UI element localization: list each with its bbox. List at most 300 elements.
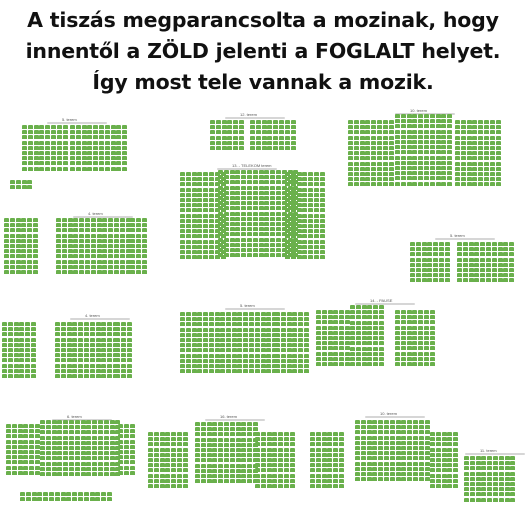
seat (130, 223, 135, 227)
seat (236, 438, 241, 442)
seat (433, 258, 438, 262)
seat (328, 357, 333, 361)
seat (255, 348, 260, 352)
seat (25, 374, 30, 378)
seat (413, 425, 418, 429)
seat (63, 446, 68, 450)
seat (284, 432, 289, 436)
seat (93, 167, 98, 171)
seat (107, 369, 112, 373)
seat (78, 497, 83, 501)
seat (73, 239, 78, 243)
seat (186, 208, 191, 212)
seat (218, 180, 223, 184)
seat (92, 436, 97, 440)
seat (320, 250, 325, 254)
seat (264, 175, 269, 179)
seat (490, 130, 495, 134)
seat (127, 374, 132, 378)
seat (19, 322, 24, 326)
seat (136, 270, 141, 274)
seat (247, 248, 252, 252)
seat (383, 120, 388, 124)
seat (90, 358, 95, 362)
seat (407, 462, 412, 466)
seat (16, 234, 21, 238)
seat (418, 119, 423, 123)
seat (436, 156, 441, 160)
seat (101, 332, 106, 336)
seat (259, 253, 264, 257)
seat (445, 252, 450, 256)
seat (39, 146, 44, 150)
seat (91, 249, 96, 253)
seat (314, 172, 319, 176)
seat (111, 151, 116, 155)
seat (360, 177, 365, 181)
seat (51, 135, 56, 139)
seat (493, 482, 498, 486)
seat (447, 442, 452, 446)
seat (480, 268, 485, 272)
seat (29, 466, 34, 470)
seat (203, 317, 208, 321)
seat (22, 167, 27, 171)
seat (218, 453, 223, 457)
seat (232, 312, 237, 316)
seat (478, 141, 483, 145)
seat (430, 346, 435, 350)
seat (104, 451, 109, 455)
seat (395, 182, 400, 186)
seat (8, 364, 13, 368)
seat (424, 320, 429, 324)
seat (249, 338, 254, 342)
seat (285, 245, 290, 249)
seat (107, 343, 112, 347)
seat (110, 467, 115, 471)
seat (476, 477, 481, 481)
seat (256, 141, 261, 145)
seat (111, 125, 116, 129)
seat (442, 458, 447, 462)
seat (62, 260, 67, 264)
seat (235, 201, 240, 205)
seat (424, 336, 429, 340)
seat (230, 443, 235, 447)
seat (104, 441, 109, 445)
seat (441, 161, 446, 165)
seat (453, 442, 458, 446)
seat (410, 247, 415, 251)
seat (377, 172, 382, 176)
seat (114, 244, 119, 248)
seat (52, 456, 57, 460)
seat (241, 196, 246, 200)
seat (63, 462, 68, 466)
seat (115, 364, 120, 368)
seat (85, 260, 90, 264)
seat (247, 191, 252, 195)
seat (72, 497, 77, 501)
seat (464, 492, 469, 496)
seat (192, 219, 197, 223)
seat (297, 214, 302, 218)
seat (270, 191, 275, 195)
seat (447, 124, 452, 128)
seat (84, 497, 89, 501)
seat (104, 467, 109, 471)
seat (441, 135, 446, 139)
seat (396, 477, 401, 481)
seat (395, 176, 400, 180)
seat (62, 244, 67, 248)
seat (395, 145, 400, 149)
seat (378, 420, 383, 424)
seat (261, 333, 266, 337)
seat (183, 432, 188, 436)
seat (496, 172, 501, 176)
seat (256, 130, 261, 134)
seat (430, 161, 435, 165)
seat (292, 348, 297, 352)
seat (339, 352, 344, 356)
seat (509, 268, 514, 272)
seat (270, 243, 275, 247)
seat (333, 484, 338, 488)
seat (474, 258, 479, 262)
seat (327, 468, 332, 472)
seat (255, 317, 260, 321)
seat (276, 243, 281, 247)
seat (18, 466, 23, 470)
seat (33, 239, 38, 243)
seat (478, 151, 483, 155)
seat (107, 338, 112, 342)
seat (226, 317, 231, 321)
hall-label: 4. terem (85, 313, 100, 318)
seat (203, 322, 208, 326)
seat (253, 422, 258, 426)
seat (297, 219, 302, 223)
seat (355, 451, 360, 455)
seat (29, 445, 34, 449)
seat (412, 331, 417, 335)
seat (419, 456, 424, 460)
seat (384, 425, 389, 429)
seat (52, 462, 57, 466)
seat (275, 369, 280, 373)
seat (407, 420, 412, 424)
seat (266, 369, 271, 373)
seat (509, 263, 514, 267)
seat (505, 482, 510, 486)
seat (253, 227, 258, 231)
seat (78, 369, 83, 373)
seat (453, 432, 458, 436)
seat (249, 322, 254, 326)
seat (216, 136, 221, 140)
seat (333, 437, 338, 441)
seat (367, 420, 372, 424)
seat (270, 227, 275, 231)
seat (207, 432, 212, 436)
seat (57, 425, 62, 429)
seat (247, 212, 252, 216)
seat (16, 254, 21, 258)
seat (73, 260, 78, 264)
seat (108, 265, 113, 269)
seat (302, 182, 307, 186)
seat (441, 145, 446, 149)
seat (439, 258, 444, 262)
seat (464, 477, 469, 481)
seat (78, 358, 83, 362)
seat (247, 222, 252, 226)
seat (261, 474, 266, 478)
seat (395, 352, 400, 356)
seat (339, 453, 344, 457)
seat (361, 456, 366, 460)
seat (383, 130, 388, 134)
seat (203, 328, 208, 332)
seat (362, 305, 367, 309)
seat (121, 353, 126, 357)
seat (314, 182, 319, 186)
seat (367, 430, 372, 434)
seat (22, 151, 27, 155)
seat (412, 171, 417, 175)
seat (220, 328, 225, 332)
seat (12, 445, 17, 449)
seat (209, 234, 214, 238)
seat (259, 201, 264, 205)
seat (401, 130, 406, 134)
seat (447, 458, 452, 462)
seat (396, 451, 401, 455)
seat (509, 258, 514, 262)
seat (472, 182, 477, 186)
seat (209, 322, 214, 326)
seat (180, 338, 185, 342)
seat (407, 477, 412, 481)
seat (237, 369, 242, 373)
seat (267, 453, 272, 457)
seat (197, 369, 202, 373)
seat (46, 436, 51, 440)
seat (316, 346, 321, 350)
seat (285, 208, 290, 212)
seat (218, 438, 223, 442)
seat (97, 270, 102, 274)
seat (136, 223, 141, 227)
seat (226, 338, 231, 342)
seat (46, 441, 51, 445)
seat (430, 352, 435, 356)
seat (186, 333, 191, 337)
seat (493, 472, 498, 476)
seat (439, 273, 444, 277)
seat (469, 247, 474, 251)
seat (249, 317, 254, 321)
seat (86, 425, 91, 429)
seat (243, 333, 248, 337)
seat (72, 322, 77, 326)
seat (2, 332, 7, 336)
seat (68, 228, 73, 232)
seat (96, 327, 101, 331)
seat (52, 467, 57, 471)
seat (407, 352, 412, 356)
seat (81, 436, 86, 440)
seat (490, 146, 495, 150)
seat (81, 467, 86, 471)
seat (186, 240, 191, 244)
seat (472, 120, 477, 124)
seat (28, 135, 33, 139)
seat (70, 130, 75, 134)
seat (16, 239, 21, 243)
seat (308, 198, 313, 202)
seat (361, 446, 366, 450)
seat (16, 265, 21, 269)
seat (220, 312, 225, 316)
seat (447, 150, 452, 154)
seat (453, 474, 458, 478)
seat (262, 130, 267, 134)
seat (203, 338, 208, 342)
seat (419, 462, 424, 466)
seat (84, 369, 89, 373)
seat (322, 463, 327, 467)
seat (474, 252, 479, 256)
seat (416, 278, 421, 282)
seat (316, 357, 321, 361)
seat (503, 252, 508, 256)
seat (304, 338, 309, 342)
seat (425, 436, 430, 440)
seat (197, 188, 202, 192)
seat (207, 464, 212, 468)
seat (297, 198, 302, 202)
seat (328, 310, 333, 314)
seat (492, 252, 497, 256)
seat (201, 458, 206, 462)
seat (322, 458, 327, 462)
seat (21, 218, 26, 222)
seat (236, 443, 241, 447)
seat (124, 440, 129, 444)
seat (31, 327, 36, 331)
seat (410, 268, 415, 272)
seat (262, 136, 267, 140)
seat (379, 341, 384, 345)
seat (481, 456, 486, 460)
seat (247, 479, 252, 483)
seat (186, 250, 191, 254)
seat (63, 430, 68, 434)
seat (492, 242, 497, 246)
seat (216, 120, 221, 124)
seat (389, 151, 394, 155)
seat (256, 136, 261, 140)
seat (203, 172, 208, 176)
seat (12, 455, 17, 459)
seat (354, 136, 359, 140)
seat (355, 420, 360, 424)
seat (373, 336, 378, 340)
seat (183, 479, 188, 483)
seat (207, 427, 212, 431)
seat (6, 429, 11, 433)
seat (418, 357, 423, 361)
seat (310, 442, 315, 446)
seat (121, 327, 126, 331)
seat (424, 114, 429, 118)
seat (63, 451, 68, 455)
seat (19, 348, 24, 352)
seat (441, 130, 446, 134)
seat (52, 425, 57, 429)
seat (367, 321, 372, 325)
seat (243, 343, 248, 347)
seat (505, 498, 510, 502)
seat (22, 130, 27, 134)
seat (75, 467, 80, 471)
seat (186, 203, 191, 207)
seat (367, 451, 372, 455)
seat (40, 472, 45, 476)
seat (127, 322, 132, 326)
seat (484, 125, 489, 129)
seat (395, 331, 400, 335)
seat (378, 462, 383, 466)
seat (261, 359, 266, 363)
seat (470, 461, 475, 465)
seat (509, 278, 514, 282)
seat (476, 472, 481, 476)
seat (463, 258, 468, 262)
seat (23, 445, 28, 449)
seat (339, 336, 344, 340)
seat (401, 310, 406, 314)
seat (98, 451, 103, 455)
seat (418, 166, 423, 170)
seat (203, 224, 208, 228)
seat (220, 354, 225, 358)
seat (320, 208, 325, 212)
seat (492, 247, 497, 251)
seat (222, 136, 227, 140)
seat (14, 369, 19, 373)
seat (63, 441, 68, 445)
seat (55, 338, 60, 342)
seat (212, 438, 217, 442)
seat (498, 247, 503, 251)
seat (57, 441, 62, 445)
seat (46, 462, 51, 466)
seat (19, 327, 24, 331)
seat (441, 150, 446, 154)
seat (439, 252, 444, 256)
seat (327, 432, 332, 436)
seat (430, 166, 435, 170)
seat (383, 162, 388, 166)
seat (195, 427, 200, 431)
seat (55, 332, 60, 336)
seat (297, 245, 302, 249)
seat (505, 472, 510, 476)
